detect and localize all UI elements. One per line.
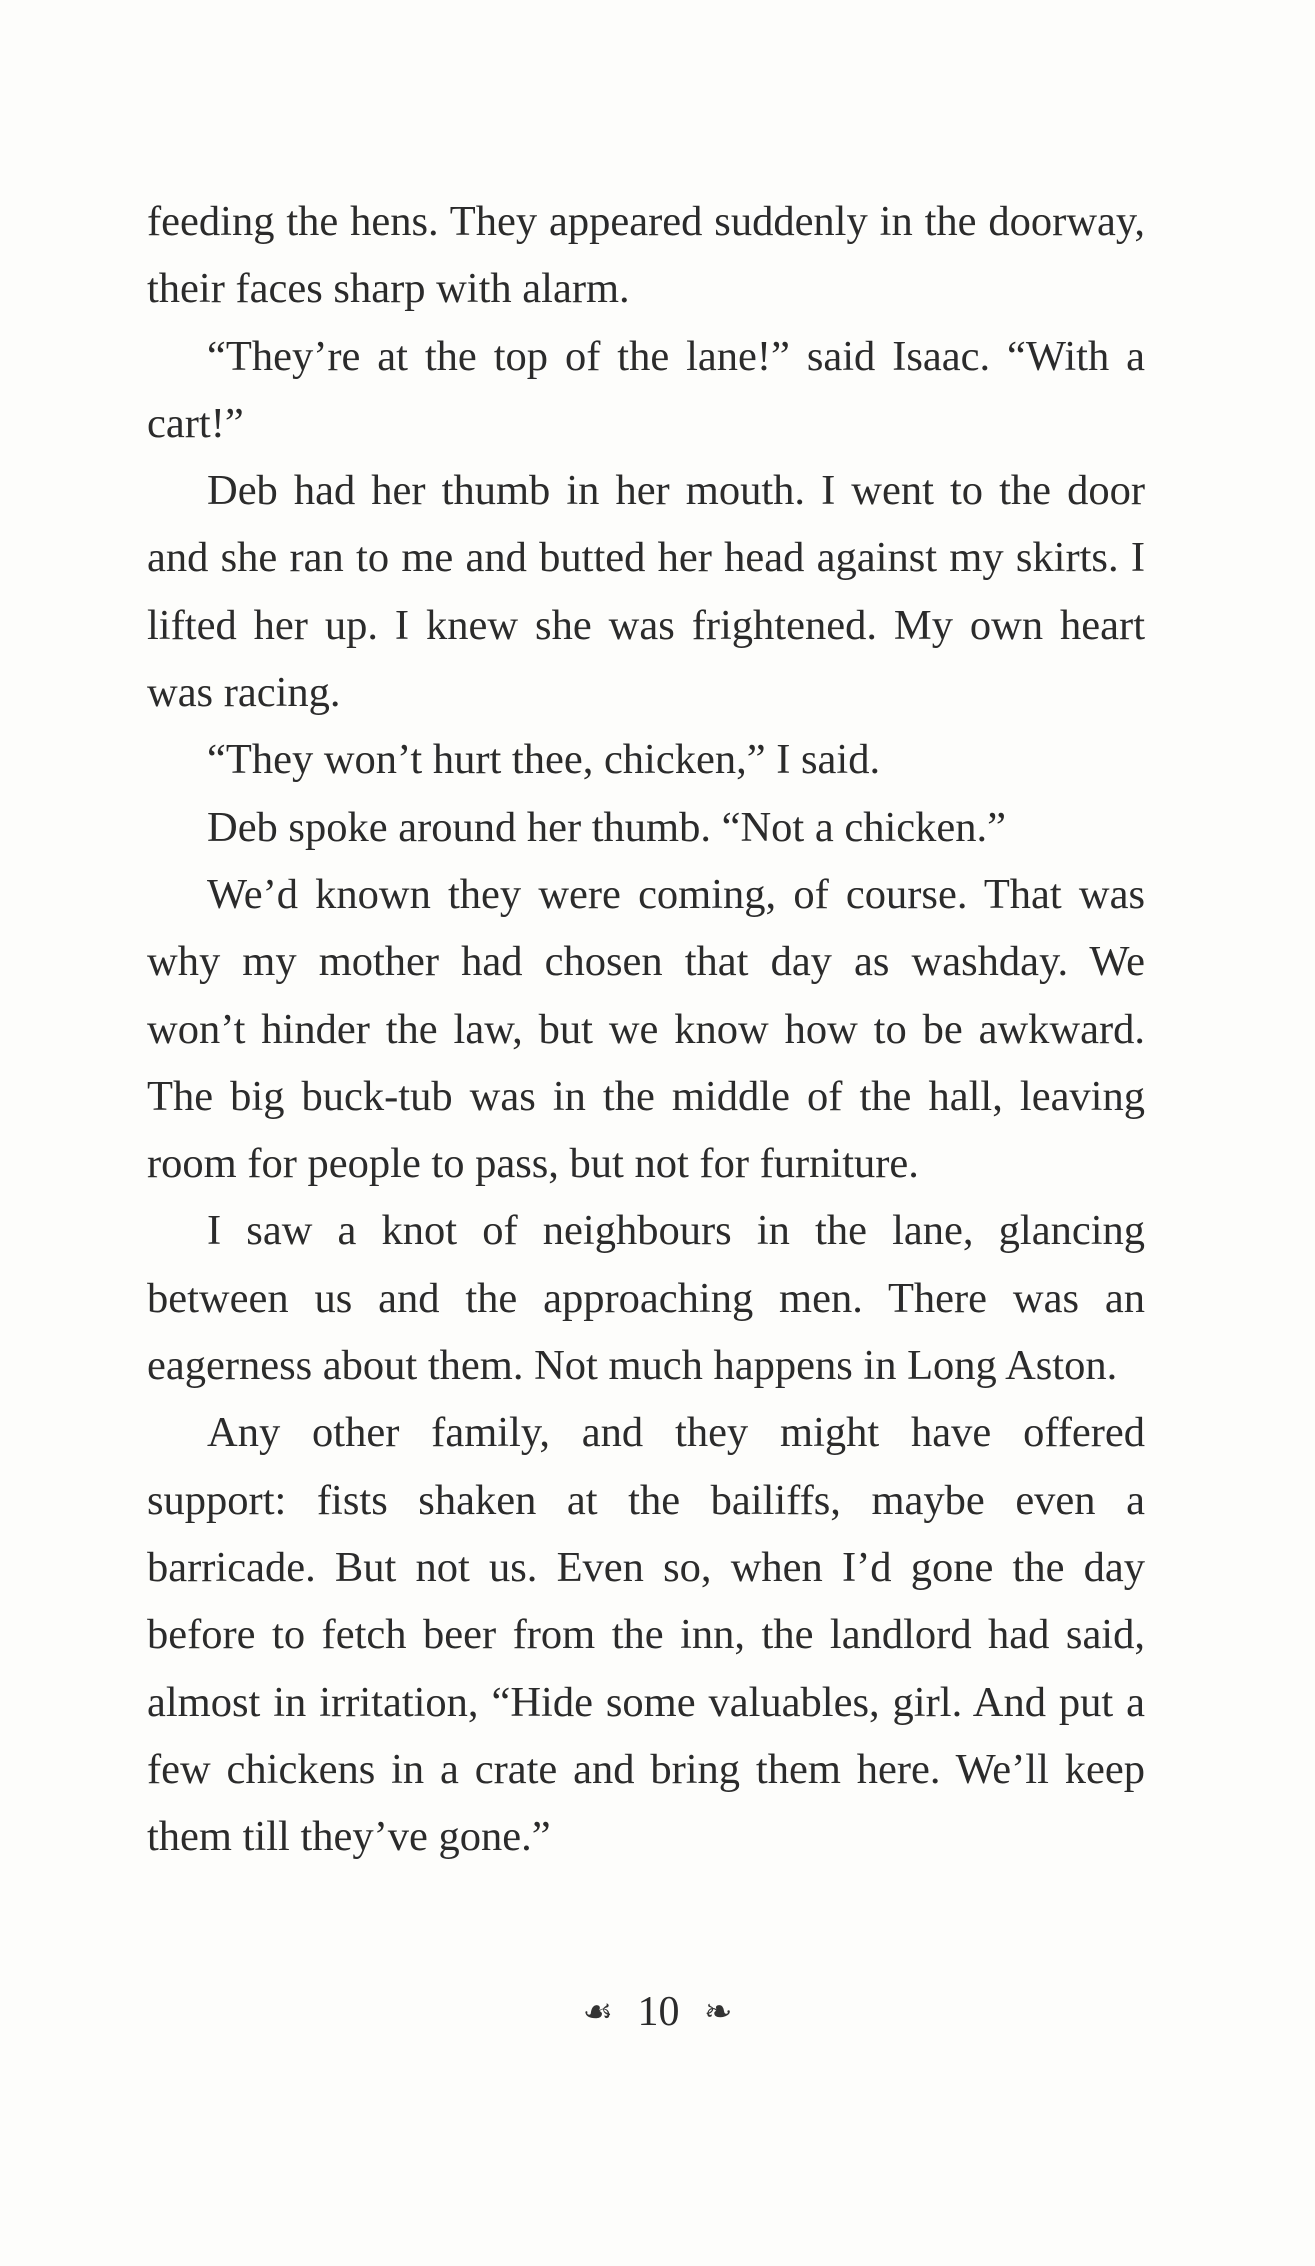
paragraph-1: feeding the hens. They appeared suddenly in the doorway, their faces sharp with alarm. xyxy=(147,198,1145,313)
right-ornament-icon: ❧ xyxy=(703,1994,733,2032)
page-folio xyxy=(0,1985,1315,2036)
paragraph-4: “They won’t hurt thee, chicken,” I said. xyxy=(207,736,881,784)
paragraph-6: We’d known they were coming, of course. That was why my mother had chosen that day as washday. We won’t hinder the law, but we know how to be awkward. The big buck-tub was in the middle of the hall, leaving room for people to pass, but not for furniture. xyxy=(147,870,1145,1188)
paragraph-5: Deb spoke around her thumb. “Not a chicken.” xyxy=(207,803,1006,851)
paragraph-3: Deb had her thumb in her mouth. I went to the door and she ran to me and butted her head against my skirts. I lifted her up. I knew she was frightened. My own heart was racing. xyxy=(147,467,1145,717)
page-number: 10 xyxy=(637,1989,680,2036)
paragraph-7: I saw a knot of neighbours in the lane, glancing between us and the approaching men. There was an eagerness about them. Not much happens in Long Aston. xyxy=(147,1207,1145,1390)
paragraph-2: “They’re at the top of the lane!” said Isaac. “With a cart!” xyxy=(147,332,1145,447)
body-text xyxy=(147,188,1145,1870)
paragraph-8: Any other family, and they might have offered support: fists shaken at the bailiffs, maybe even a barricade. But not us. Even so, when I’d gone the day before to fetch beer from the inn, the landlord had said, almost in irritation, “Hide some valuables, girl. And put a few chickens in a crate and bring them here. We’ll keep them till they’ve gone.” xyxy=(147,1409,1145,1861)
left-ornament-icon: ☙ xyxy=(582,1994,613,2032)
